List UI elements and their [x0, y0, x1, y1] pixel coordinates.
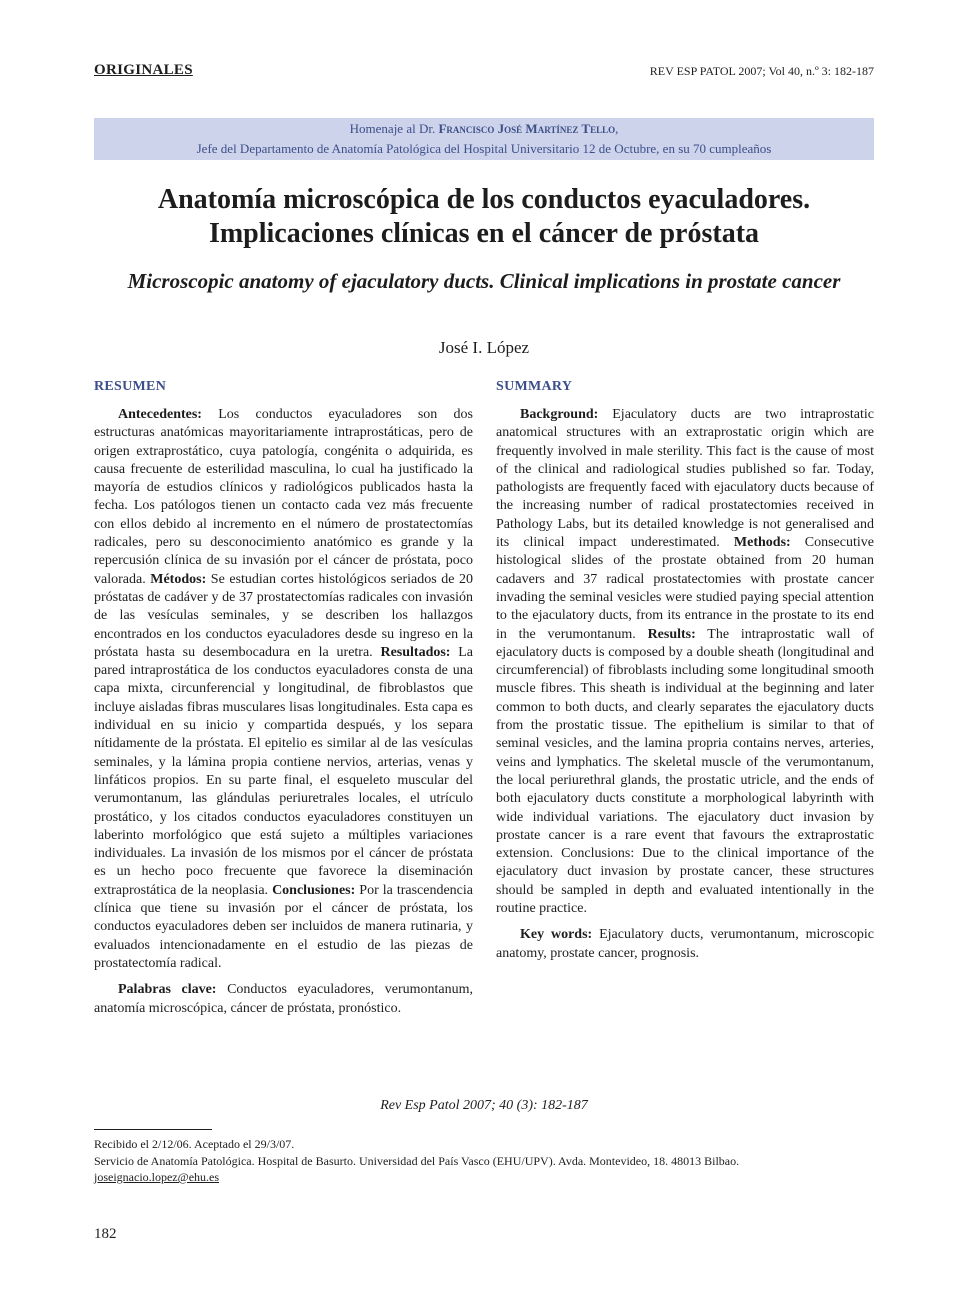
methods-label: Methods: [733, 535, 791, 551]
metodos-text: Se estudian cortes histológicos seriados de 20 próstatas de cadáver y de 37 prostatectomías radicales con invasión de las vesículas seminales, y se describen los hallazgos encontrados en los conductos eyaculadores desde su ingreso en la próstata hasta su desembocadura en la uretra. [94, 571, 473, 660]
section-label: ORIGINALES [94, 62, 193, 78]
metodos-label: Métodos: [150, 571, 207, 587]
antecedentes-label: Antecedentes: [118, 407, 202, 422]
resumen-heading: RESUMEN [94, 379, 167, 394]
palabras-clave-label: Palabras clave: [118, 982, 217, 998]
footnotes [94, 1136, 739, 1186]
background-text: Ejaculatory ducts are two intraprostatic anatomical structures with an extraprostatic origin which are frequently involved in male sterility. This fact is the cause of most of the clinical and radiological studies published so far. Today, pathologists are frequently faced with ejaculatory ducts because of the increasing number of radical prostatectomies received in Pathology Labs, but its detailed knowledge is not generalised and its clinical impact underestimated. [496, 407, 874, 551]
dedication-suffix: , [615, 121, 619, 136]
dedication-banner [94, 118, 874, 160]
dedication-honoree: Francisco José Martínez Tello [438, 121, 616, 136]
key-words-paragraph [496, 926, 874, 963]
affiliation: Servicio de Anatomía Patológica. Hospital de Basurto. Universidad del País Vasco (EHU/UPV). Avda. Montevideo, 18. 48013 Bilbao. [94, 1153, 740, 1168]
dedication-line-1 [94, 119, 874, 139]
background-label: Background: [520, 407, 599, 422]
page-number: 182 [94, 1226, 117, 1242]
summary-column [496, 406, 874, 963]
key-words-label: Key words: [520, 927, 593, 943]
article-title [94, 183, 874, 251]
journal-reference: REV ESP PATOL 2007; Vol 40, n.º 3: 182-187 [649, 64, 874, 78]
conclusiones-label: Conclusiones: [272, 882, 356, 898]
methods-text: Consecutive histological slides of the prostate obtained from 20 human cadavers and 37 radical prostatectomies with prostate cancer invading the seminal vesicles were studied paying special attention to the ejaculatory ducts, from its entrance in the prostate to its end in the verumontanum. [496, 535, 874, 642]
resumen-column [94, 406, 473, 1018]
footnote-divider [94, 1129, 212, 1130]
key-words-text: Ejaculatory ducts, verumontanum, microscopic anatomy, prostate cancer, prognosis. [496, 927, 874, 961]
resultados-label: Resultados: [380, 644, 451, 660]
palabras-clave-paragraph [94, 981, 473, 1018]
palabras-clave-text: Conductos eyaculadores, verumontanum, anatomía microscópica, cáncer de próstata, pronóstico. [94, 982, 474, 1016]
results-text: The intraprostatic wall of ejaculatory ducts is composed by a double sheath (longitudinal and circumferencial) of fibroblasts including some longitudinal smooth muscle fibres. This sheath is individual at the beginning and later common to both ducts, and clearly separates the ejaculatory ducts from the prostatic tissue. The epithelium is similar to that of seminal vesicles, and the lamina propria contains nerves, arteries, veins and lymphatics. The skeletal muscle of the verumontanum, the local periurethral glands, the prostatic utricle, and the ends of both ejaculatory ducts constitute a morphological labyrinth with wide individual variations. The ejaculatory duct invasion by prostate cancer is a rare event that favours the extraprostatic extension. Conclusions: Due to the clinical importance of the ejaculatory duct invasion by prostate cancer, these structures should be sampled in depth and evaluated intentionally in the routine practice. [496, 626, 874, 917]
summary-paragraph [496, 406, 874, 918]
article-title-english: Microscopic anatomy of ejaculatory ducts. Clinical implications in prostate cancer [127, 269, 841, 293]
email-link[interactable]: joseignacio.lopez@ehu.es [94, 1170, 220, 1184]
received-date: Recibido el 2/12/06. Aceptado el 29/3/07. [94, 1137, 295, 1151]
conclusiones-text: Por la trascendencia clínica que tiene su invasión por el cáncer de próstata, los conductos eyaculadores deben ser incluidos de manera rutinaria, y evaluados intencionadamente en el estudio de las piezas de prostatectomía radical. [94, 882, 473, 971]
citation: Rev Esp Patol 2007; 40 (3): 182-187 [380, 1098, 588, 1113]
article-title-line-1: Anatomía microscópica de los conductos eyaculadores. [157, 184, 811, 215]
author: José I. López [438, 338, 530, 357]
dedication-line-2: Jefe del Departamento de Anatomía Patológica del Hospital Universitario 12 de Octubre, en su 70 cumpleaños [196, 141, 772, 156]
resumen-paragraph [94, 406, 473, 973]
resultados-text: La pared intraprostática de los conductos eyaculadores consta de una capa mixta, circunferencial y longitudinal, de fibroblastos que incluye aisladas fibras musculares lisas longitudinales. Esta capa es individual en su inicio y compartida después, y los separa nítidamente de la próstata. El epitelio es similar al de las vesículas seminales, y la lámina propia contiene nervios, arterias, venas y linfáticos propios. En su parte final, el esqueleto muscular del verumontanum, las glándulas periuretrales locales, el utrículo prostático, y los citados conductos eyaculadores constituyen un laberinto morfológico que está sujeto a múltiples variaciones individuales. La invasión de los mismos por el cáncer de próstata es un hecho poco frecuente que favorece la diseminación extraprostática de la neoplasia. [94, 644, 474, 898]
summary-heading: SUMMARY [496, 379, 573, 394]
article-title-line-2: Implicaciones clínicas en el cáncer de próstata [208, 218, 760, 249]
results-label: Results: [647, 626, 696, 642]
dedication-prefix: Homenaje al Dr. [349, 121, 439, 136]
antecedentes-text: Los conductos eyaculadores son dos estructuras anatómicas mayoritariamente intraprostáticas, pero de origen extraprostático, cuya patología, congénita o adquirida, es causa frecuente de esterilidad masculina, lo cual ha justificado la mayoría de estudios clínicos y radiológicos publicados hasta la fecha. Los patólogos tienen un contacto cada vez más frecuente con ellos debido al incremento en el número de prostatectomías radicales, pero su desconocimiento anatómico es grande y la repercusión clínica de su invasión por el cáncer de próstata, poco valorada. [94, 407, 473, 587]
